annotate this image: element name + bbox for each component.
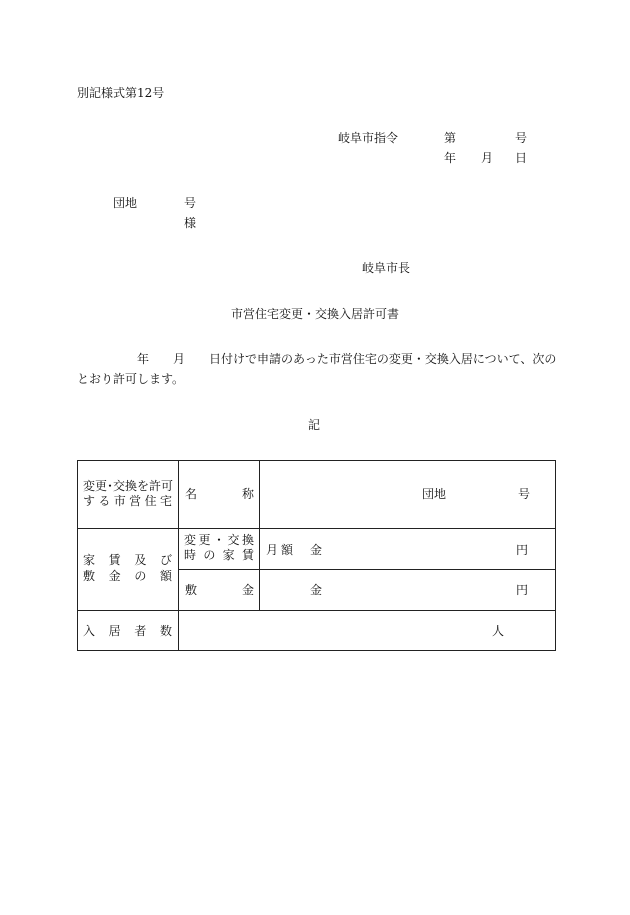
row1-header-char: 営 [129, 494, 142, 508]
row1-header-char: す [83, 494, 96, 508]
deposit-label [185, 583, 254, 597]
sub1-label-char: 更 [198, 533, 211, 547]
date-year: 年 [444, 151, 457, 165]
sub1-label-char: 交 [227, 533, 240, 547]
row2-header-char: 家 [83, 553, 96, 567]
sub1-label-char: 家 [222, 548, 235, 562]
occupants-label [83, 624, 172, 638]
row2-header-char: 額 [159, 569, 172, 583]
deposit-label-char: 敷 [185, 583, 198, 597]
row1-header-char: 宅 [159, 494, 172, 508]
row2-header-char: 賃 [108, 553, 121, 567]
deposit-kin: 金 [310, 583, 323, 597]
monthly-kin: 金 [310, 543, 323, 557]
deposit-yen: 円 [516, 583, 529, 597]
sub1-label-char: ・ [212, 533, 225, 547]
date-day: 日 [515, 151, 528, 165]
body-month: 月 [173, 352, 186, 366]
occupants-unit: 人 [492, 624, 505, 638]
row1-header-char: る [98, 494, 111, 508]
addressee-sama: 様 [184, 216, 197, 230]
occupants-label-char: 居 [108, 624, 121, 638]
row1-header-char: 市 [113, 494, 126, 508]
table-divider [78, 528, 555, 529]
row1-header-char: 住 [144, 494, 157, 508]
occupants-label-char: 入 [83, 624, 96, 638]
number-dai: 第 [444, 131, 457, 145]
table-divider [178, 610, 179, 650]
occupants-label-char: 数 [159, 624, 172, 638]
addressee-go: 号 [184, 196, 197, 210]
name-label [185, 487, 254, 501]
table-divider [78, 610, 555, 611]
sub1-label-char: 賃 [241, 548, 254, 562]
document-title: 市営住宅変更・交換入居許可書 [231, 307, 400, 321]
deposit-label-char: 金 [241, 583, 254, 597]
row2-header-char: び [159, 553, 172, 567]
body-line2: とおり許可します。 [77, 372, 185, 386]
body-year: 年 [137, 352, 150, 366]
name-label-char: 名 [185, 487, 198, 501]
number-go: 号 [515, 131, 528, 145]
sub1-label-char: 換 [241, 533, 254, 547]
occupants-label-char: 者 [134, 624, 147, 638]
row2-header-char: の [134, 569, 147, 583]
addressee-danchi: 団地 [113, 196, 138, 210]
row2-header-line2 [83, 569, 172, 583]
monthly-yen: 円 [516, 543, 529, 557]
row2-header-char: 敷 [83, 569, 96, 583]
row2-header-char: 金 [108, 569, 121, 583]
name-label-char: 称 [241, 487, 254, 501]
sub1-label-line2 [184, 548, 254, 562]
body-line1: 日付けで申請のあった市営住宅の変更・交換入居について、次の [209, 352, 557, 366]
table-divider [259, 461, 260, 610]
date-month: 月 [481, 151, 494, 165]
row1-header-line2 [83, 494, 172, 508]
office-name: 岐阜市指令 [338, 131, 399, 145]
form-number: 別記様式第12号 [77, 86, 165, 100]
issuer: 岐阜市長 [362, 261, 411, 275]
monthly-label: 月額 [266, 543, 297, 557]
row1-danchi: 団地 [422, 487, 447, 501]
table-divider [178, 461, 179, 610]
row2-header-char: 及 [134, 553, 147, 567]
row2-header-line1 [83, 553, 172, 567]
sub1-label-line1 [184, 533, 254, 547]
sub1-label-char: の [203, 548, 216, 562]
ki-mark: 記 [308, 418, 321, 432]
sub1-label-char: 変 [184, 533, 197, 547]
sub1-label-char: 時 [184, 548, 197, 562]
permit-table [77, 460, 556, 651]
row1-go: 号 [518, 487, 531, 501]
row1-header-line1: 変更･交換を許可 [83, 479, 174, 493]
table-divider [178, 569, 555, 570]
